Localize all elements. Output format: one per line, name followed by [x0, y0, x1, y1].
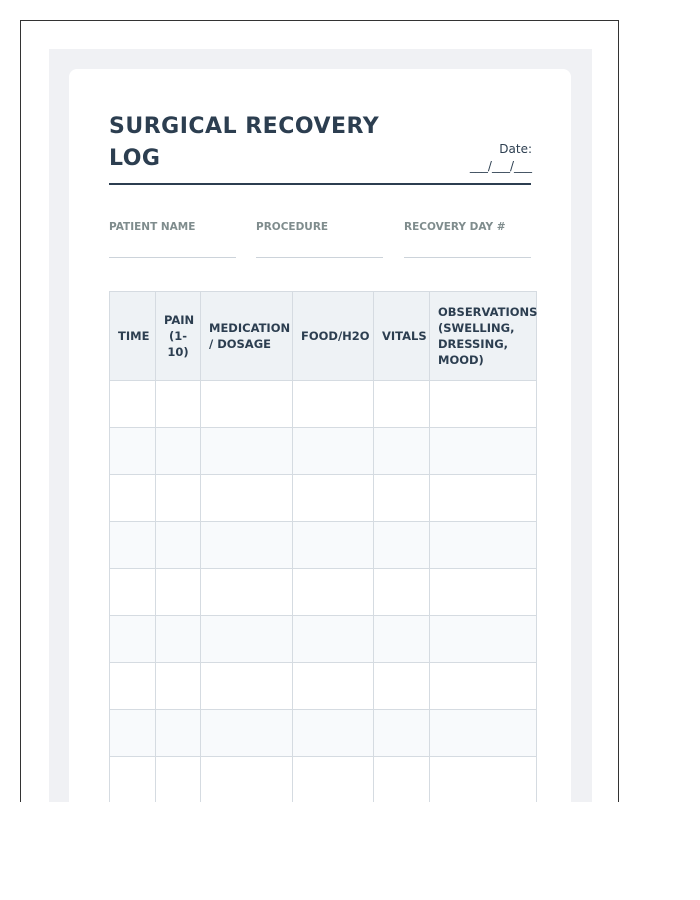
table-row [110, 428, 537, 475]
field-label: RECOVERY DAY # [404, 221, 506, 233]
column-header-time: TIME [110, 292, 156, 381]
patient-name-field[interactable] [109, 221, 236, 258]
table-row [110, 710, 537, 757]
table-cell[interactable] [201, 710, 293, 757]
table-cell[interactable] [156, 757, 201, 803]
table-cell[interactable] [201, 475, 293, 522]
table-cell[interactable] [156, 475, 201, 522]
table-cell[interactable] [110, 475, 156, 522]
patient-name-input-line[interactable] [109, 257, 236, 258]
table-cell[interactable] [430, 569, 537, 616]
table-cell[interactable] [293, 616, 374, 663]
table-cell[interactable] [293, 757, 374, 803]
column-header-medication: MEDICATION / DOSAGE [201, 292, 293, 381]
table-cell[interactable] [293, 475, 374, 522]
table-cell[interactable] [374, 522, 430, 569]
title-divider [109, 183, 531, 185]
table-cell[interactable] [110, 428, 156, 475]
table-cell[interactable] [156, 569, 201, 616]
table-cell[interactable] [110, 522, 156, 569]
table-cell[interactable] [374, 381, 430, 428]
table-cell[interactable] [110, 616, 156, 663]
table-cell[interactable] [156, 381, 201, 428]
table-cell[interactable] [201, 522, 293, 569]
table-cell[interactable] [156, 710, 201, 757]
recovery-day-input-line[interactable] [404, 257, 531, 258]
table-cell[interactable] [156, 522, 201, 569]
table-cell[interactable] [430, 381, 537, 428]
table-row [110, 475, 537, 522]
table-cell[interactable] [374, 663, 430, 710]
table-cell[interactable] [110, 757, 156, 803]
table-header-row [110, 292, 537, 381]
table-row [110, 757, 537, 803]
table-cell[interactable] [430, 757, 537, 803]
table-row [110, 522, 537, 569]
table-cell[interactable] [374, 616, 430, 663]
table-row [110, 663, 537, 710]
table-cell[interactable] [201, 428, 293, 475]
table-row [110, 616, 537, 663]
date-label: Date: [499, 142, 532, 156]
table-cell[interactable] [201, 616, 293, 663]
table-cell[interactable] [293, 522, 374, 569]
table-cell[interactable] [156, 616, 201, 663]
table-cell[interactable] [293, 569, 374, 616]
table-cell[interactable] [293, 663, 374, 710]
table-cell[interactable] [156, 663, 201, 710]
table-cell[interactable] [201, 757, 293, 803]
table-row [110, 569, 537, 616]
table-cell[interactable] [110, 381, 156, 428]
procedure-input-line[interactable] [256, 257, 383, 258]
table-cell[interactable] [110, 710, 156, 757]
table-cell[interactable] [156, 428, 201, 475]
table-cell[interactable] [201, 663, 293, 710]
recovery-day-field[interactable] [404, 221, 531, 258]
field-label: PATIENT NAME [109, 221, 196, 233]
table-cell[interactable] [430, 710, 537, 757]
table-cell[interactable] [293, 428, 374, 475]
table-cell[interactable] [430, 616, 537, 663]
table-cell[interactable] [430, 475, 537, 522]
column-header-observations: OBSERVATIONS (SWELLING, DRESSING, MOOD) [430, 292, 537, 381]
column-header-pain: PAIN (1-10) [156, 292, 201, 381]
date-blank[interactable]: ___/___/___ [469, 159, 532, 173]
table-cell[interactable] [293, 710, 374, 757]
recovery-log-table [109, 291, 537, 802]
table-cell[interactable] [110, 569, 156, 616]
log-sheet [69, 69, 571, 802]
table-cell[interactable] [374, 757, 430, 803]
table-cell[interactable] [374, 569, 430, 616]
table-cell[interactable] [374, 475, 430, 522]
table-cell[interactable] [201, 569, 293, 616]
table-cell[interactable] [293, 381, 374, 428]
table-cell[interactable] [374, 428, 430, 475]
table-row [110, 381, 537, 428]
table-cell[interactable] [374, 710, 430, 757]
field-label: PROCEDURE [256, 221, 329, 233]
table-cell[interactable] [430, 522, 537, 569]
date-field[interactable] [470, 141, 532, 175]
table-cell[interactable] [201, 381, 293, 428]
table-cell[interactable] [430, 663, 537, 710]
procedure-field[interactable] [256, 221, 383, 258]
table-cell[interactable] [430, 428, 537, 475]
column-header-vitals: VITALS [374, 292, 430, 381]
page-frame [20, 20, 619, 802]
table-cell[interactable] [110, 663, 156, 710]
page-title: SURGICAL RECOVERY LOG [109, 114, 380, 171]
column-header-food: FOOD/H2O [293, 292, 374, 381]
